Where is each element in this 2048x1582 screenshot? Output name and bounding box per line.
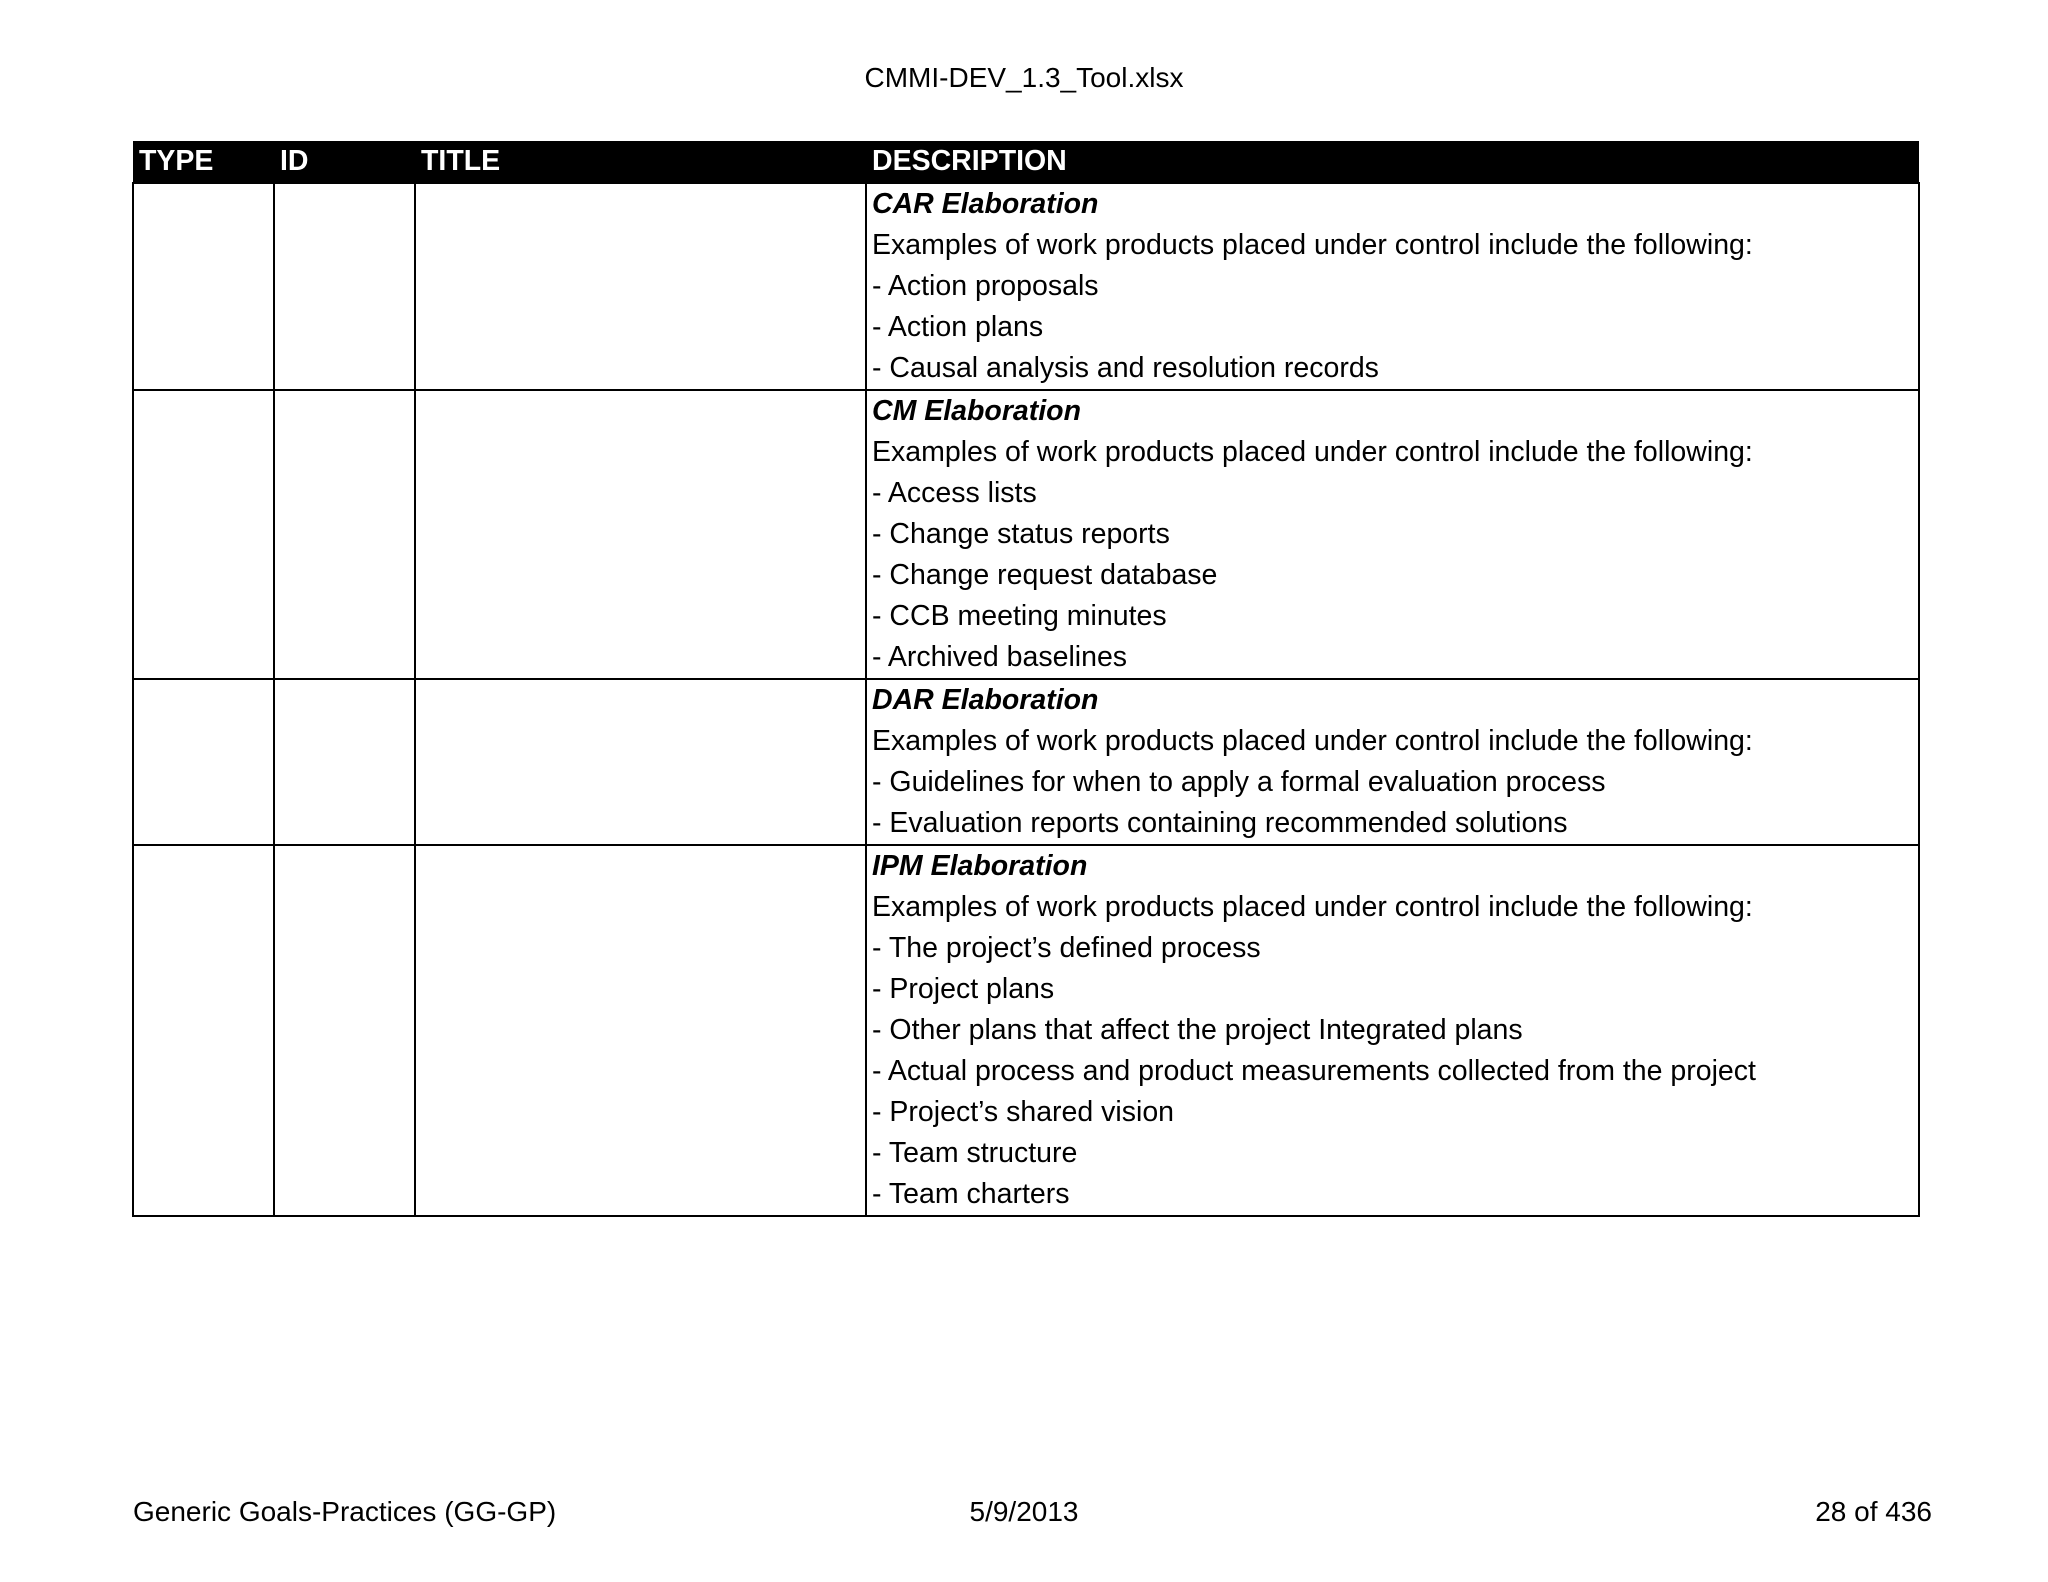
description-line: - Change request database (872, 559, 1218, 591)
table-row (133, 845, 1919, 1216)
description-line: - Archived baselines (872, 641, 1128, 673)
column-header-description: DESCRIPTION (866, 141, 1919, 183)
description-line: Examples of work products placed under control include the following: (872, 891, 1753, 923)
title-cell (415, 845, 866, 1216)
id-cell (274, 845, 415, 1216)
description-line: - Evaluation reports containing recommended solutions (872, 807, 1568, 839)
table-header-row (133, 141, 1919, 183)
description-line: - Team structure (872, 1137, 1078, 1169)
description-line: - Action proposals (872, 270, 1099, 302)
description-cell (866, 845, 1919, 1216)
type-cell (133, 679, 274, 845)
column-header-type: TYPE (133, 141, 274, 183)
description-heading: IPM Elaboration (872, 850, 1088, 882)
table-header (133, 141, 1919, 183)
description-line: - Project plans (872, 973, 1055, 1005)
description-line: Examples of work products placed under control include the following: (872, 229, 1753, 261)
footer-date: 5/9/2013 (969, 1496, 1079, 1527)
description-line: - Project’s shared vision (872, 1096, 1175, 1128)
description-line: - Access lists (872, 477, 1037, 509)
table-row (133, 183, 1919, 390)
description-line: Examples of work products placed under control include the following: (872, 436, 1753, 468)
description-heading: DAR Elaboration (872, 684, 1099, 716)
page-header-filename: CMMI-DEV_1.3_Tool.xlsx (864, 62, 1184, 93)
id-cell (274, 183, 415, 390)
description-heading: CM Elaboration (872, 395, 1082, 427)
type-cell (133, 845, 274, 1216)
id-cell (274, 679, 415, 845)
description-cell (866, 183, 1919, 390)
description-cell (866, 390, 1919, 679)
column-header-title: TITLE (415, 141, 866, 183)
table-row (133, 679, 1919, 845)
title-cell (415, 390, 866, 679)
description-line: - Team charters (872, 1178, 1070, 1210)
description-line: - Causal analysis and resolution records (872, 352, 1379, 384)
table-row (133, 390, 1919, 679)
description-line: - CCB meeting minutes (872, 600, 1167, 632)
title-cell (415, 679, 866, 845)
description-heading: CAR Elaboration (872, 188, 1099, 220)
id-cell (274, 390, 415, 679)
title-cell (415, 183, 866, 390)
footer-sheet-name: Generic Goals-Practices (GG-GP) (133, 1496, 557, 1527)
type-cell (133, 183, 274, 390)
column-header-id: ID (274, 141, 415, 183)
description-line: - Change status reports (872, 518, 1170, 550)
description-line: Examples of work products placed under control include the following: (872, 725, 1753, 757)
description-cell (866, 679, 1919, 845)
type-cell (133, 390, 274, 679)
description-line: - Other plans that affect the project Integrated plans (872, 1014, 1523, 1046)
description-line: - Guidelines for when to apply a formal evaluation process (872, 766, 1606, 798)
description-line: - Actual process and product measurements collected from the project (872, 1055, 1756, 1087)
practices-table (132, 141, 1920, 1217)
description-line: - Action plans (872, 311, 1044, 343)
footer-page-number: 28 of 436 (1815, 1496, 1932, 1527)
description-line: - The project’s defined process (872, 932, 1261, 964)
